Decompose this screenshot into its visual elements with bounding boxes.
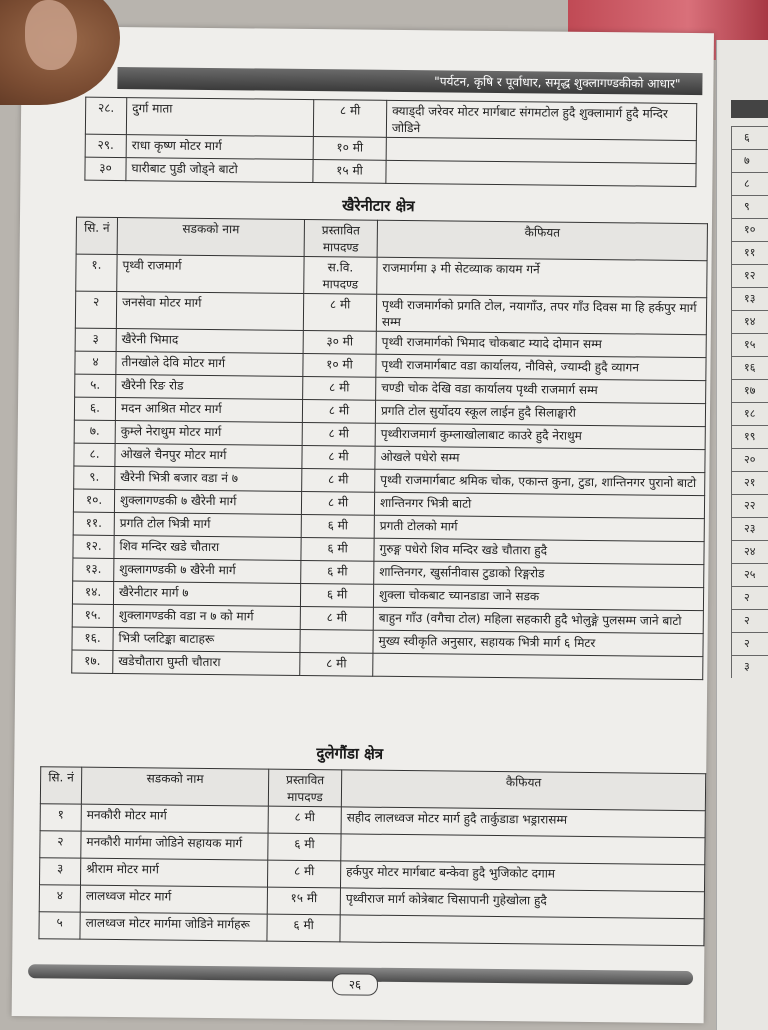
adjacent-page-cell: ३ [731,655,768,678]
row-road-name: शुक्लागण्डकी वडा न ७ को मार्ग [113,604,300,629]
row-remarks: राजमार्गमा ३ मी सेटव्याक कायम गर्ने [377,257,707,297]
row-remarks [386,137,696,163]
row-road-name: शुक्लागण्डकी ७ खैरेनी मार्ग [114,489,301,514]
row-standard: ८ मी [268,806,341,834]
row-remarks: पृथ्वी राजमार्गको प्रगति टोल, नयागाँउ, तपर गाँउ दिवस मा हि हर्कपुर मार्ग सम्म [376,294,706,334]
row-road-name: राधा कृष्ण मोटर मार्ग [126,135,313,160]
row-standard: ६ मी [267,914,340,942]
adjacent-page-cell: ८ [731,172,768,195]
header-serial: सि. नं [76,217,117,254]
row-road-name: शुक्लागण्डकी ७ खैरेनी मार्ग [114,558,301,583]
adjacent-page-cell: २१ [731,471,768,494]
adjacent-page-cell: ६ [731,126,768,149]
header-standard: प्रस्तावित मापदण्ड [304,219,377,257]
row-serial: १७. [72,650,113,673]
row-remarks [340,915,704,946]
row-remarks: पृथ्वी राजमार्गबाट श्रमिक चोक, एकान्त कुना, टुडा, शान्तिनगर पुरानो बाटो [375,469,705,495]
row-remarks: शान्तिनगर, खुर्सानीवास टुडाको रिङ्गरोड [374,561,704,587]
adjacent-page-cell: १६ [731,356,768,379]
adjacent-page-cell: २ [731,586,768,609]
adjacent-page-column [731,126,768,678]
header-serial: सि. नं [40,767,81,804]
row-road-name: मनकौरी मोटर मार्ग [81,804,268,833]
row-remarks: पृथ्वीराजमार्ग कुम्लाखोलाबाट काउरे हुदै नेराथुम [375,423,705,449]
row-serial: २ [75,291,116,328]
row-serial: २ [40,831,81,858]
row-serial: २९. [85,134,126,157]
page-number: २६ [332,973,378,995]
row-standard: १० मी [313,137,386,161]
row-serial: १०. [73,489,114,512]
row-remarks: शान्तिनगर भित्री बाटो [374,492,704,518]
row-road-name: श्रीराम मोटर मार्ग [81,858,268,887]
row-standard: ८ मी [303,376,376,400]
row-remarks: शुक्ला चोकबाट च्यानडाडा जाने सडक [373,584,703,610]
adjacent-page-cell: २ [731,609,768,632]
row-serial: १३. [73,558,114,581]
row-road-name: भित्री प्लटिङ्का बाटाहरू [113,627,300,652]
adjacent-page-cell: ११ [731,241,768,264]
section-title-dulegaunda: दुलेगौंडा क्षेत्र [316,744,384,763]
row-standard: ६ मी [300,583,373,607]
adjacent-page-cell: २२ [731,494,768,517]
row-remarks: पृथ्वी राजमार्गको भिमाद चोकबाट म्यादे दोमान सम्म [376,331,706,357]
row-remarks: पृथ्वी राजमार्गबाट वडा कार्यालय, नौविसे, ज्याम्दी हुदै व्यागन [376,354,706,380]
table-row [85,97,696,140]
adjacent-page-cell: २४ [731,540,768,563]
row-standard: १५ मी [313,160,386,184]
row-remarks: बाहुन गाँउ (वगैचा टोल) महिला सहकारी हुदै भोलुङ्गे पुलसम्म जाने बाटो [373,607,703,633]
row-serial: ५ [39,912,80,939]
row-road-name: ओखले चैनपुर मोटर मार्ग [115,443,302,468]
adjacent-page-cell: १० [731,218,768,241]
row-serial: ३ [40,858,81,885]
row-remarks: हर्कपुर मोटर मार्गबाट बन्केवा हुदै भुजिकोट दगाम [340,861,704,892]
row-standard: ३० मी [303,330,376,354]
row-road-name: खैरेनी रिङ रोड [116,375,303,400]
row-standard: ६ मी [268,833,341,861]
adjacent-page-cell: २५ [731,563,768,586]
row-serial: ३ [75,328,116,351]
row-standard [300,629,373,653]
row-standard: ६ मी [301,537,374,561]
row-road-name: मनकौरी मार्गमा जोडिने सहायक मार्ग [81,831,268,860]
row-standard: ६ मी [301,560,374,584]
row-standard: ८ मी [267,860,340,888]
adjacent-page-banner [731,100,768,118]
row-remarks: प्रगति टोल सुर्योदय स्कूल लाईन हुदै सिलाङ्घारी [375,400,705,426]
row-serial: ४ [39,885,80,912]
row-road-name: पृथ्वी राजमार्ग [117,255,304,294]
row-standard: ८ मी [302,422,375,446]
slogan-banner: "पर्यटन, कृषि र पूर्वाधार, समृद्ध शुक्लागण्डकीको आधार" [117,67,702,95]
row-road-name: खैरेनी भित्री बजार वडा नं ७ [115,466,302,491]
row-standard: ८ मी [300,652,373,676]
row-serial: ५. [75,374,116,397]
row-serial: १६. [72,627,113,650]
row-serial: ११. [73,512,114,535]
carryover-road-table [84,97,697,187]
row-road-name: खैरेनी भिमाद [116,329,303,354]
row-standard: ८ मी [313,100,386,138]
adjacent-page-cell: ९ [731,195,768,218]
row-serial: १४. [72,581,113,604]
row-serial: ६. [74,397,115,420]
header-standard: प्रस्तावित मापदण्ड [268,769,341,807]
row-serial: १ [40,804,81,831]
row-remarks: प्रगती टोलको मार्ग [374,515,704,541]
row-remarks: मुख्य स्वीकृति अनुसार, सहायक भित्री मार्ग ६ मिटर [373,630,703,656]
row-road-name: मदन आश्रित मोटर मार्ग [115,398,302,423]
row-road-name: दुर्गा माता [126,98,313,137]
row-standard: स.वि. मापदण्ड [304,256,377,294]
row-serial: ३० [85,157,126,180]
header-road-name: सडकको नाम [81,767,268,806]
row-standard: ८ मी [301,491,374,515]
row-remarks [386,160,696,186]
row-standard: ८ मी [302,399,375,423]
row-serial: १२. [73,535,114,558]
row-road-name: शिव मन्दिर खडे चौतारा [114,535,301,560]
adjacent-page-cell: १२ [731,264,768,287]
row-remarks: गुरुङ्ग पधेरो शिव मन्दिर खडे चौतारा हुदै [374,538,704,564]
row-remarks [373,653,703,679]
row-remarks: पृथ्वीराज मार्ग कोत्रेबाट चिसापानी गुहेखोला हुदै [340,888,704,919]
row-standard: ८ मी [302,468,375,492]
row-standard: १५ मी [267,887,340,915]
row-standard: ८ मी [302,445,375,469]
row-remarks: क्याड्दी जरेवर मोटर मार्गबाट संगमटोल हुदै शुक्लामार्ग हुदै मन्दिर जोडिने [386,100,696,140]
header-remarks: कैफियत [341,770,705,811]
row-serial: ७. [74,420,115,443]
row-serial: ९. [74,466,115,489]
row-road-name: प्रगति टोल भित्री मार्ग [114,512,301,537]
dulegaunda-road-table [38,766,706,946]
adjacent-page-cell: १५ [731,333,768,356]
adjacent-page-cell: १७ [731,379,768,402]
adjacent-page [716,40,768,1030]
header-road-name: सडकको नाम [117,218,304,257]
row-road-name: खडेचौतारा घुम्ती चौतारा [113,650,300,675]
adjacent-page-cell: २० [731,448,768,471]
thumbnail [25,0,77,70]
row-road-name: लालध्वज मोटर मार्गमा जोडिने मार्गहरू [80,912,267,941]
document-page [12,26,714,1023]
row-road-name: लालध्वज मोटर मार्ग [80,885,267,914]
row-serial: ८. [74,443,115,466]
adjacent-page-cell: १३ [731,287,768,310]
row-standard: १० मी [303,353,376,377]
row-standard: ८ मी [300,606,373,630]
section-title-khaireni: खैरेनीटार क्षेत्र [342,196,415,216]
adjacent-page-cell: १९ [731,425,768,448]
row-road-name: जनसेवा मोटर मार्ग [116,292,303,331]
row-remarks [341,834,705,865]
row-road-name: तीनखोले देवि मोटर मार्ग [116,352,303,377]
row-road-name: कुम्ले नेराथुम मोटर मार्ग [115,420,302,445]
adjacent-page-cell: २ [731,632,768,655]
row-remarks: ओखले पधेरो सम्म [375,446,705,472]
adjacent-page-cell: १८ [731,402,768,425]
row-serial: २८. [85,97,126,134]
adjacent-page-cell: १४ [731,310,768,333]
table-row [39,912,704,946]
row-serial: १. [76,254,117,291]
row-road-name: खैरेनीटार मार्ग ७ [113,581,300,606]
row-remarks: चण्डी चोक देखि वडा कार्यालय पृथ्वी राजमार्ग सम्म [376,377,706,403]
adjacent-page-cell: ७ [731,149,768,172]
row-road-name: घारीबाट पुडी जोड्ने बाटो [126,158,313,183]
row-serial: ४ [75,351,116,374]
row-serial: १५. [72,604,113,627]
row-remarks: सहीद लालध्वज मोटर मार्ग हुदै तार्कुडाडा भड्रारासम्म [341,807,705,838]
khaireni-road-table [71,217,708,681]
header-remarks: कैफियत [377,220,707,260]
adjacent-page-cell: २३ [731,517,768,540]
row-standard: ६ मी [301,514,374,538]
row-standard: ८ मी [303,293,376,331]
